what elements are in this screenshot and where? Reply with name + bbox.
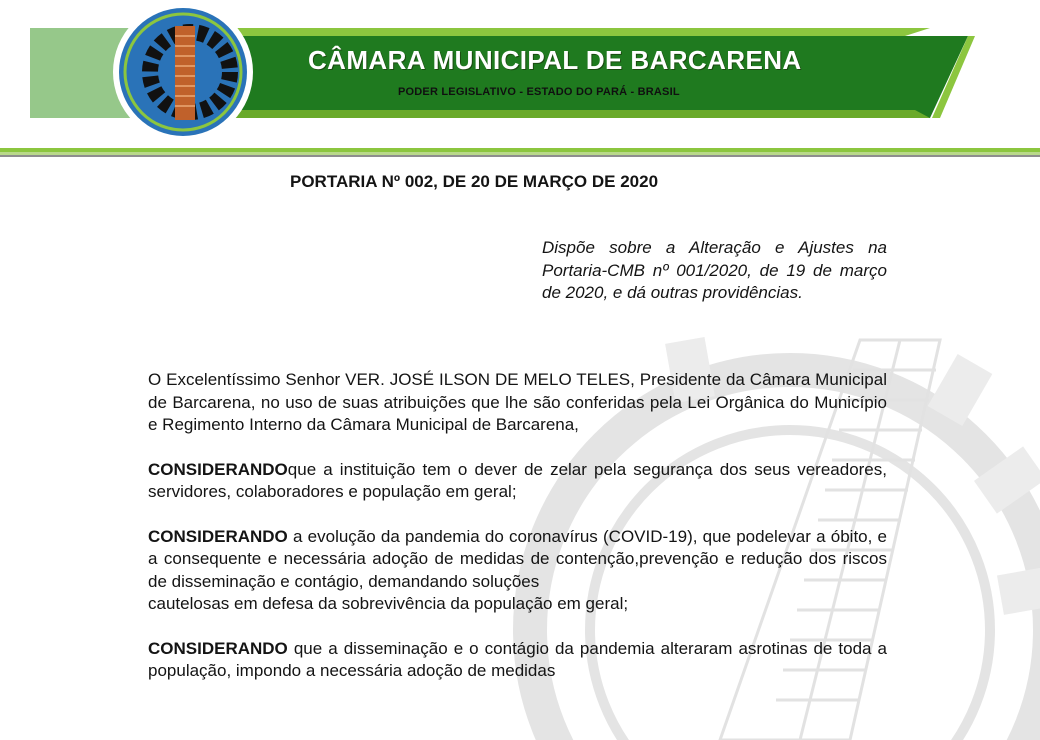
considerando-keyword: CONSIDERANDO xyxy=(148,526,288,546)
considerando-text: que a instituição tem o dever de zelar pela segurança dos seus vereadores, servidores, colaboradores e população em geral; xyxy=(148,459,887,501)
institution-subtitle: PODER LEGISLATIVO - ESTADO DO PARÁ - BRASIL xyxy=(398,86,680,98)
document-body xyxy=(148,369,887,705)
considerando-paragraph-3 xyxy=(148,638,887,683)
considerando-paragraph-1 xyxy=(148,459,887,504)
considerando-keyword: CONSIDERANDO xyxy=(148,459,288,479)
considerando-text-continuation: cautelosas em defesa da sobrevivência da população em geral; xyxy=(148,594,629,613)
institution-name: CÂMARA MUNICIPAL DE BARCARENA xyxy=(308,45,802,75)
considerando-text: a evolução da pandemia do coronavírus (COVID-19), que podelevar a óbito, e a consequente e necessária adoção de medidas de contenção,prevenção e redução dos riscos de disseminação e contágio, demandando soluções xyxy=(148,526,887,591)
document-ementa: Dispõe sobre a Alteração e Ajustes na Portaria-CMB nº 001/2020, de 19 de março de 2020, e dá outras providências. xyxy=(542,238,887,302)
considerando-keyword: CONSIDERANDO xyxy=(148,638,288,658)
considerando-text: que a disseminação e o contágio da pandemia alteraram asrotinas de toda a população, impondo a necessária adoção de medidas xyxy=(148,638,887,680)
document-title: PORTARIA Nº 002, DE 20 DE MARÇO DE 2020 xyxy=(290,172,659,191)
chamber-logo-icon xyxy=(113,2,253,142)
intro-paragraph: O Excelentíssimo Senhor VER. JOSÉ ILSON DE MELO TELES, Presidente da Câmara Municipal de Barcarena, no uso de suas atribuições que lhe são conferidas pela Lei Orgânica do Município e Regimento Interno da Câmara Municipal de Barcarena, xyxy=(148,370,887,434)
considerando-paragraph-2 xyxy=(148,526,887,616)
header-banner xyxy=(0,0,1040,160)
